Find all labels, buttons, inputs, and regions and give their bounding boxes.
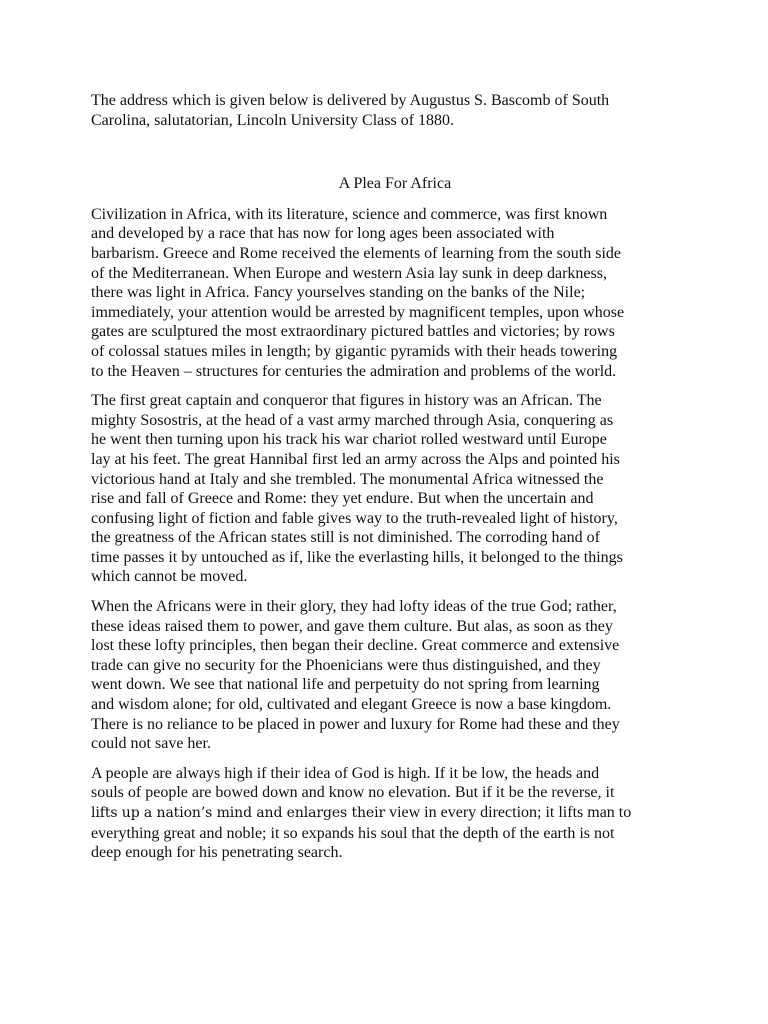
text-line: souls of people are bowed down and know no elevation. But if it be the reverse, it — [91, 784, 615, 802]
text-line: lost these lofty principles, then began their decline. Great commerce and extensive — [91, 637, 620, 655]
text-line: which cannot be moved. — [91, 568, 248, 586]
text-line: The address which is given below is delivered by Augustus S. Bascomb of South — [91, 92, 610, 109]
document-page — [91, 91, 687, 873]
text-line: of colossal statues miles in length; by gigantic pyramids with their heads towering — [91, 342, 618, 360]
paragraph-4 — [91, 764, 687, 863]
text-line: barbarism. Greece and Rome received the elements of learning from the south side — [91, 244, 622, 262]
paragraph-3 — [91, 597, 687, 754]
text-line: Civilization in Africa, with its literature, science and commerce, was first known — [91, 205, 608, 223]
text-line: went down. We see that national life and perpetuity do not spring from learning — [91, 676, 600, 694]
text-line: to the Heaven – structures for centuries the admiration and problems of the world. — [91, 362, 617, 380]
text-line: everything great and noble; it so expands his soul that the depth of the earth is not — [91, 824, 615, 842]
text-line: there was light in Africa. Fancy yourselves standing on the banks of the Nile; — [91, 284, 586, 302]
paragraph-1 — [91, 205, 687, 381]
text-line: immediately, your attention would be arrested by magnificent temples, upon whose — [91, 303, 625, 321]
text-line: A people are always high if their idea of God is high. If it be low, the heads and — [91, 764, 600, 782]
text-line: the greatness of the African states still is not diminished. The corroding hand of — [91, 529, 600, 547]
text-line: confusing light of fiction and fable gives way to the truth-revealed light of history, — [91, 509, 618, 527]
text-line: trade can give no security for the Phoenicians were thus distinguished, and they — [91, 656, 601, 674]
document-title: A Plea For Africa — [338, 175, 452, 193]
text-line: There is no reliance to be placed in power and luxury for Rome had these and they — [91, 715, 620, 733]
intro-paragraph — [91, 91, 687, 130]
text-line: lay at his feet. The great Hannibal first led an army across the Alps and pointed his — [91, 450, 620, 468]
paragraph-2 — [91, 391, 687, 587]
text-line: these ideas raised them to power, and gave them culture. But alas, as soon as they — [91, 617, 613, 635]
text-line: victorious hand at Italy and she trembled. The monumental Africa witnessed the — [91, 470, 604, 488]
text-line: of the Mediterranean. When Europe and western Asia lay sunk in deep darkness, — [91, 264, 607, 282]
text-line: When the Africans were in their glory, they had lofty ideas of the true God; rather, — [91, 598, 617, 616]
text-line: The first great captain and conqueror that figures in history was an African. The — [91, 392, 602, 410]
text-line: he went then turning upon his track his war chariot rolled westward until Europe — [91, 431, 607, 449]
mixed-font-line — [91, 803, 687, 824]
emphasized-text: lifts up a nation’s mind and enlarges their — [91, 805, 386, 821]
text-line: mighty Sosostris, at the head of a vast army marched through Asia, conquering as — [91, 411, 614, 429]
text-line: rise and fall of Greece and Rome: they yet endure. But when the uncertain and — [91, 490, 594, 508]
text-line: time passes it by untouched as if, like the everlasting hills, it belonged to the things — [91, 548, 623, 566]
text-line: could not save her. — [91, 735, 211, 753]
text-line: and wisdom alone; for old, cultivated and elegant Greece is now a base kingdom. — [91, 696, 612, 714]
text-line: and developed by a race that has now for long ages been associated with — [91, 225, 555, 243]
text-line: deep enough for his penetrating search. — [91, 844, 343, 862]
text-line: gates are sculptured the most extraordinary pictured battles and victories; by rows — [91, 323, 615, 341]
text-fragment: view in every direction; it lifts man to — [385, 804, 632, 821]
text-line: Carolina, salutatorian, Lincoln University Class of 1880. — [91, 111, 455, 129]
